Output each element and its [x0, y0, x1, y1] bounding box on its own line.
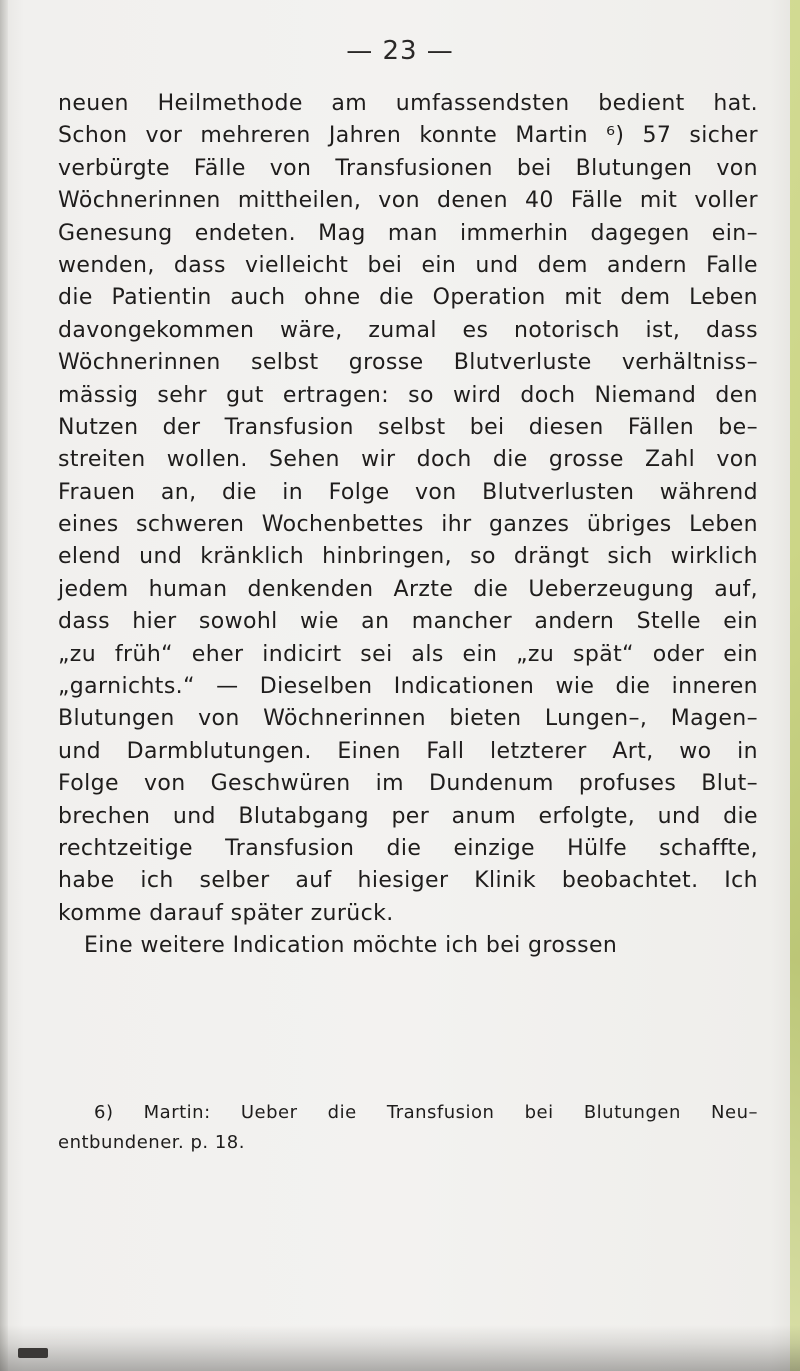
text-line: Wöchnerinnen selbst grosse Blutverluste verhältniss– [58, 350, 758, 376]
text-line: Frauen an, die in Folge von Blutverlusten während [58, 479, 758, 505]
text-line: Nutzen der Transfusion selbst bei diesen Fällen be– [58, 414, 758, 440]
text-line: Eine weitere Indication möchte ich bei grossen [84, 933, 618, 959]
page-number: — 23 — [346, 36, 454, 66]
text-line: und Darmblutungen. Einen Fall letzterer Art, wo in [58, 738, 758, 764]
text-line: davongekommen wäre, zumal es notorisch ist, dass [58, 317, 758, 343]
footnote-line: entbundener. p. 18. [58, 1132, 245, 1153]
text-line: mässig sehr gut ertragen: so wird doch Niemand den [58, 382, 758, 408]
footnote [58, 1098, 758, 1158]
text-line: streiten wollen. Sehen wir doch die grosse Zahl von [58, 447, 758, 473]
text-line: verbürgte Fälle von Transfusionen bei Blutungen von [58, 155, 758, 181]
text-line: komme darauf später zurück. [58, 900, 394, 926]
text-line: „zu früh“ eher indicirt sei als ein „zu spät“ oder ein [58, 641, 758, 667]
text-line: elend und kränklich hinbringen, so drängt sich wirklich [58, 544, 758, 570]
text-line: rechtzeitige Transfusion die einzige Hülfe schaffte, [58, 835, 758, 861]
text-line: „garnichts.“ — Dieselben Indicationen wie die inneren [58, 674, 758, 700]
text-line: Folge von Geschwüren im Dundenum profuses Blut– [58, 771, 758, 797]
page-left-edge [0, 0, 8, 1371]
page-bottom-shadow [0, 1325, 800, 1371]
text-line: dass hier sowohl wie an mancher andern Stelle ein [58, 609, 758, 635]
body-text [58, 88, 758, 963]
text-line: wenden, dass vielleicht bei ein und dem andern Falle [58, 252, 758, 278]
scan-artifact [18, 1348, 48, 1358]
text-line: brechen und Blutabgang per anum erfolgte, und die [58, 803, 758, 829]
text-line: Wöchnerinnen mittheilen, von denen 40 Fälle mit voller [58, 188, 758, 214]
text-line: habe ich selber auf hiesiger Klinik beobachtet. Ich [58, 868, 758, 894]
text-line: jedem human denkenden Arzte die Ueberzeugung auf, [58, 576, 758, 602]
text-line: neuen Heilmethode am umfassendsten bedient hat. [58, 91, 758, 116]
text-line: Schon vor mehreren Jahren konnte Martin ⁶) 57 sicher [58, 123, 758, 149]
text-line: eines schweren Wochenbettes ihr ganzes übriges Leben [58, 512, 758, 538]
text-line: Blutungen von Wöchnerinnen bieten Lungen–, Magen– [58, 706, 758, 732]
page-right-edge [790, 0, 800, 1371]
text-line: Genesung endeten. Mag man immerhin dagegen ein– [58, 220, 758, 246]
footnote-line: 6) Martin: Ueber die Transfusion bei Blutungen Neu– [94, 1102, 758, 1123]
text-line: die Patientin auch ohne die Operation mit dem Leben [58, 285, 758, 311]
